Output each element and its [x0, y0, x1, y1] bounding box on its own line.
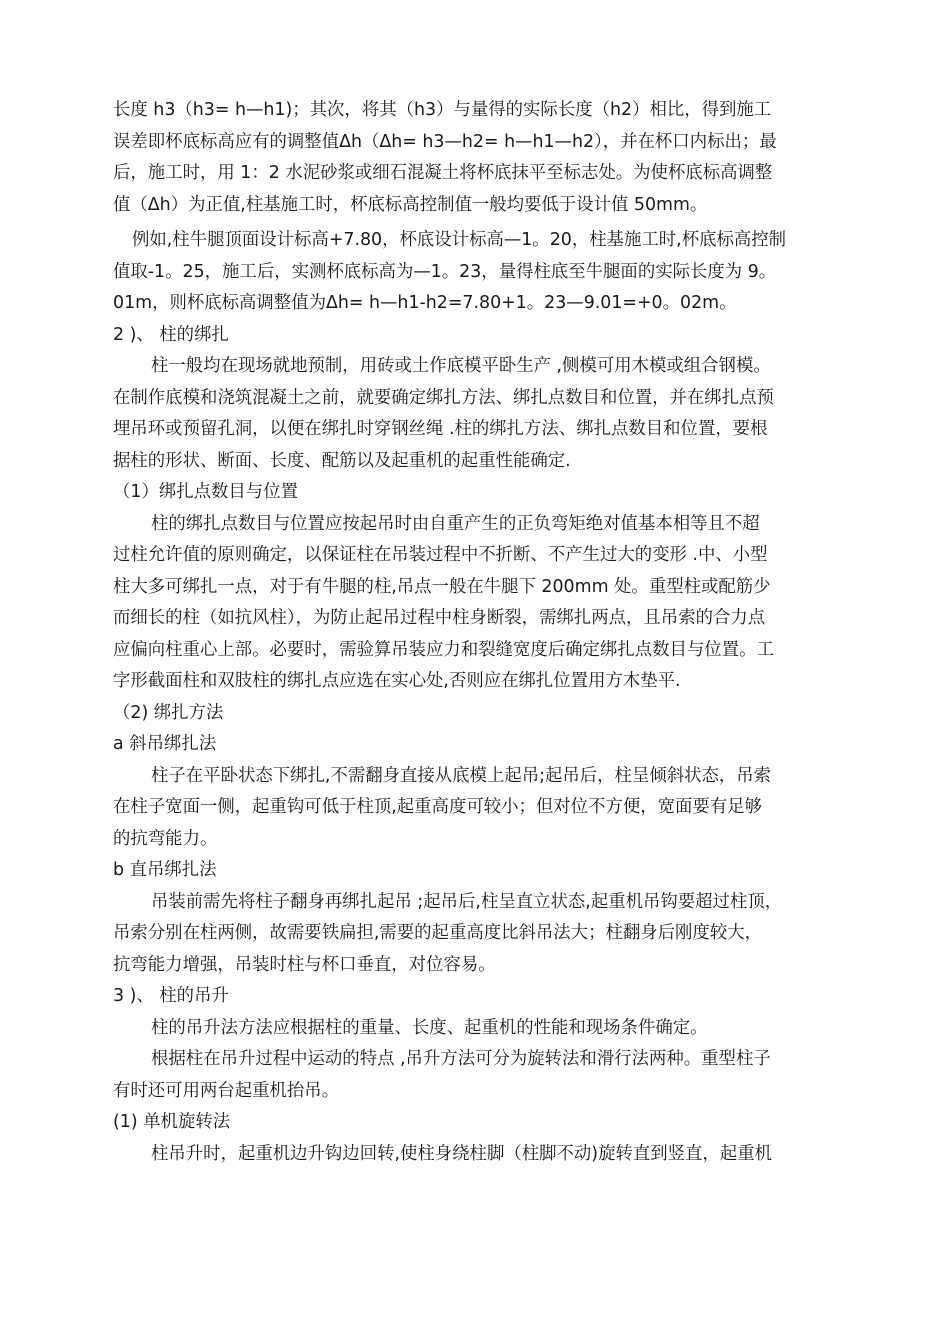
text-line: 抗弯能力增强，吊装时柱与杯口垂直，对位容易。 [113, 954, 496, 975]
text-line: 例如,柱牛腿顶面设计标高+7.80，杯底设计标高—1。20，柱基施工时,杯底标高控制 [132, 230, 787, 250]
text-line: 的抗弯能力。 [113, 828, 218, 849]
text-line: a 斜吊绑扎法 [113, 734, 217, 754]
text-line: 在制作底模和浇筑混凝土之前，就要确定绑扎方法、绑扎点数目和位置，并在绑扎点预 [113, 387, 774, 408]
text-line: 2 )、 柱的绑扎 [113, 324, 229, 345]
text-line: 过柱允许值的原则确定，以保证柱在吊装过程中不折断、不产生过大的变形 .中、小型 [113, 545, 768, 565]
text-line: 长度 h3（h3= h—h1)；其次，将其（h3）与量得的实际长度（h2）相比，得到施工 [113, 100, 772, 120]
text-line: 埋吊环或预留孔洞，以便在绑扎时穿钢丝绳 .柱的绑扎方法、绑扎点数目和位置，要根 [113, 419, 768, 439]
text-line: 值（Δh）为正值,柱基施工时，杯底标高控制值一般均要低于设计值 50mm。 [113, 194, 708, 215]
text-line: （1）绑扎点数目与位置 [113, 482, 298, 502]
text-line: 柱子在平卧状态下绑扎,不需翻身直接从底模上起吊;起吊后，柱呈倾斜状态，吊索 [151, 765, 772, 786]
text-line: 应偏向柱重心上部。必要时，需验算吊装应力和裂缝宽度后确定绑扎点数目与位置。工 [113, 639, 774, 660]
text-line: 柱一般均在现场就地预制，用砖或土作底模平卧生产 ,侧模可用木模或组合钢模。 [151, 356, 771, 376]
text-line: 有时还可用两台起重机抬吊。 [113, 1080, 340, 1101]
document-body [113, 95, 840, 1170]
text-line: b 直吊绑扎法 [113, 860, 217, 880]
text-line: (1) 单机旋转法 [113, 1112, 231, 1132]
text-line: 后，施工时，用 1：2 水泥砂浆或细石混凝土将杯底抹平至标志处。为使杯底标高调整 [113, 163, 773, 183]
text-line: 吊装前需先将柱子翻身再绑扎起吊 ;起吊后,柱呈直立状态,起重机吊钩要超过柱顶， [151, 891, 783, 912]
text-line: 而细长的柱（如抗风柱），为防止起吊过程中柱身断裂，需绑扎两点，且吊索的合力点 [113, 608, 766, 628]
text-line: 在柱子宽面一侧，起重钩可低于柱顶,起重高度可较小；但对位不方便，宽面要有足够 [113, 797, 762, 817]
text-line: 柱的绑扎点数目与位置应按起吊时由自重产生的正负弯矩绝对值基本相等且不超 [151, 513, 760, 534]
text-line: 误差即杯底标高应有的调整值Δh（Δh= h3—h2= h—h1—h2），并在杯口内标出；最 [113, 131, 777, 152]
text-line: 据柱的形状、断面、长度、配筋以及起重机的起重性能确定. [113, 450, 571, 471]
text-line: （2) 绑扎方法 [113, 702, 224, 723]
text-line: 柱吊升时，起重机边升钩边回转,使柱身绕柱脚（柱脚不动)旋转直到竖直，起重机 [151, 1143, 772, 1164]
text-line: 吊索分别在柱两侧，故需要铁扁担,需要的起重高度比斜吊法大；柱翻身后刚度较大， [113, 923, 762, 943]
text-line: 柱的吊升法方法应根据柱的重量、长度、起重机的性能和现场条件确定。 [151, 1017, 708, 1038]
text-line: 根据柱在吊升过程中运动的特点 ,吊升方法可分为旋转法和滑行法两种。重型柱子 [151, 1049, 771, 1069]
text-line: 字形截面柱和双肢柱的绑扎点应选在实心处,否则应在绑扎位置用方木垫平. [113, 671, 681, 691]
text-line: 柱大多可绑扎一点，对于有牛腿的柱,吊点一般在牛腿下 200mm 处。重型柱或配筋少 [113, 576, 771, 597]
text-line: 值取-1。25，施工后，实测杯底标高为—1。23，量得柱底至牛腿面的实际长度为 9。 [113, 261, 777, 282]
text-line: 3 )、 柱的吊升 [113, 986, 229, 1006]
text-line: 01m，则杯底标高调整值为Δh= h—h1-h2=7.80+1。23—9.01=+0。02m。 [113, 293, 737, 313]
